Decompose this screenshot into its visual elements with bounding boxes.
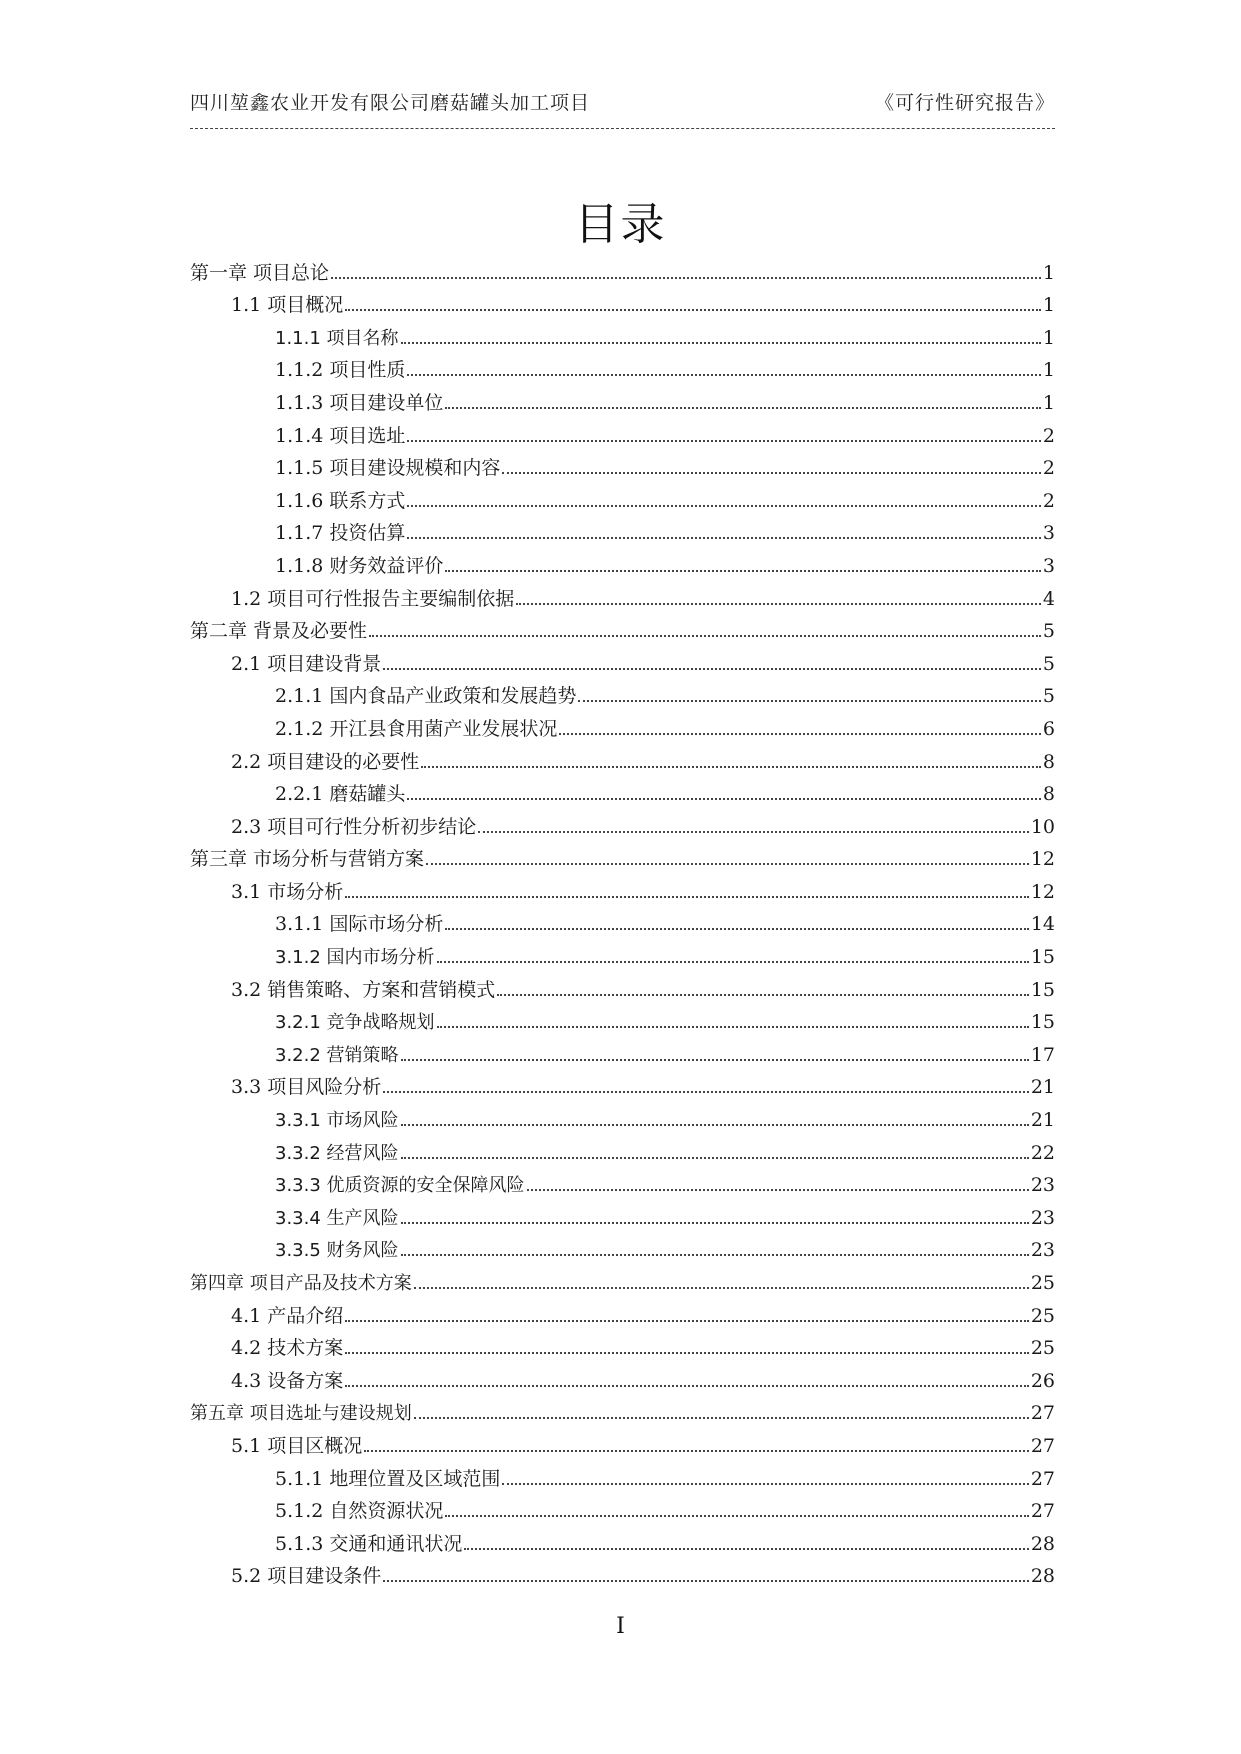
page-number: I <box>616 1614 625 1639</box>
toc-entry[interactable] <box>190 1260 1055 1293</box>
toc-entry-label: 2.1.1 国内食品产业政策和发展趋势 <box>275 685 577 708</box>
toc-leader-dots <box>478 831 1029 833</box>
toc-entry-label: 第五章 项目选址与建设规划 <box>190 1403 412 1425</box>
toc-entry[interactable] <box>190 348 1055 381</box>
toc-leader-dots <box>345 309 1041 311</box>
toc-entry-page: 23 <box>1030 1174 1055 1197</box>
toc-entry-page: 1 <box>1042 326 1055 349</box>
toc-entry-label: 3.2 销售策略、方案和营销模式 <box>231 978 496 1001</box>
toc-entry-label: 2.3 项目可行性分析初步结论 <box>231 815 477 838</box>
toc-entry-label: 1.1.4 项目选址 <box>275 424 406 447</box>
toc-leader-dots <box>497 994 1029 996</box>
toc-entry-label: 3.1.1 国际市场分析 <box>275 913 444 936</box>
toc-entry-label: 3.3.3 优质资源的安全保障风险 <box>275 1175 525 1197</box>
toc-entry[interactable] <box>190 380 1055 413</box>
header-divider <box>190 128 1055 129</box>
toc-leader-dots <box>364 1450 1029 1452</box>
toc-entry-page: 25 <box>1030 1337 1055 1360</box>
toc-entry-page: 1 <box>1042 391 1055 414</box>
toc-entry[interactable] <box>190 1326 1055 1359</box>
toc-leader-dots <box>331 277 1041 279</box>
toc-entry-label: 2.1 项目建设背景 <box>231 652 382 675</box>
toc-entry-label: 4.2 技术方案 <box>231 1337 344 1360</box>
toc-leader-dots <box>426 863 1029 865</box>
toc-entry[interactable] <box>190 739 1055 772</box>
toc-entry-label: 第四章 项目产品及技术方案 <box>190 1273 412 1294</box>
toc-entry-label: 1.1.8 财务效益评价 <box>275 554 444 577</box>
toc-entry[interactable] <box>190 1489 1055 1522</box>
toc-entry-label: 4.1 产品介绍 <box>231 1304 344 1327</box>
page-title: 目录 <box>574 199 667 250</box>
toc-entry[interactable] <box>190 804 1055 837</box>
toc-entry-page: 6 <box>1042 717 1055 740</box>
toc-entry-label: 5.1.3 交通和通讯状况 <box>275 1532 463 1555</box>
toc-entry[interactable] <box>190 283 1055 316</box>
toc-entry[interactable] <box>190 674 1055 707</box>
toc-leader-dots <box>502 472 1041 474</box>
toc-entry-page: 15 <box>1030 946 1055 969</box>
toc-leader-dots <box>559 733 1041 735</box>
toc-entry-page: 8 <box>1042 783 1055 806</box>
toc-entry[interactable] <box>190 1391 1055 1424</box>
toc-entry-label: 第三章 市场分析与营销方案 <box>190 848 425 871</box>
toc-entry-page: 15 <box>1030 978 1055 1001</box>
toc-entry[interactable] <box>190 934 1055 967</box>
toc-entry-page: 22 <box>1030 1141 1055 1164</box>
toc-entry-label: 1.1 项目概况 <box>231 294 344 317</box>
toc-entry[interactable] <box>190 1163 1055 1196</box>
toc-leader-dots <box>345 896 1029 898</box>
toc-entry[interactable] <box>190 413 1055 446</box>
toc-entry-label: 2.2 项目建设的必要性 <box>231 750 420 773</box>
toc-entry-page: 8 <box>1042 750 1055 773</box>
toc-entry-label: 3.3.1 市场风险 <box>275 1110 399 1132</box>
toc-leader-dots <box>407 798 1041 800</box>
toc-entry-label: 5.1 项目区概况 <box>231 1434 363 1457</box>
toc-entry-page: 21 <box>1030 1076 1055 1099</box>
toc-entry-label: 5.1.1 地理位置及区域范围 <box>275 1467 501 1490</box>
toc-leader-dots <box>401 1222 1029 1224</box>
toc-entry-label: 2.2.1 磨菇罐头 <box>275 783 406 806</box>
toc-entry[interactable] <box>190 1456 1055 1489</box>
toc-leader-dots <box>527 1189 1029 1191</box>
toc-leader-dots <box>401 342 1041 344</box>
toc-leader-dots <box>445 570 1041 572</box>
toc-leader-dots <box>407 505 1041 507</box>
toc-entry-page: 5 <box>1042 685 1055 708</box>
toc-entry[interactable] <box>190 1195 1055 1228</box>
toc-entry-page: 23 <box>1030 1206 1055 1229</box>
toc-leader-dots <box>445 1515 1028 1517</box>
toc-entry-page: 28 <box>1030 1565 1055 1588</box>
toc-entry-page: 5 <box>1042 652 1055 675</box>
toc-entry-label: 3.2.2 营销策略 <box>275 1044 399 1066</box>
toc-entry-page: 1 <box>1042 359 1055 382</box>
toc-leader-dots <box>383 1580 1029 1582</box>
toc-entry-page: 27 <box>1030 1500 1055 1523</box>
toc-entry-page: 27 <box>1030 1434 1055 1457</box>
toc-leader-dots <box>578 700 1041 702</box>
toc-leader-dots <box>502 1483 1028 1485</box>
toc-entry[interactable] <box>190 446 1055 479</box>
toc-entry-label: 5.1.2 自然资源状况 <box>275 1500 444 1523</box>
toc-leader-dots <box>445 407 1041 409</box>
toc-entry-label: 1.1.5 项目建设规模和内容 <box>275 457 501 480</box>
toc-entry[interactable] <box>190 1000 1055 1033</box>
toc-entry-label: 3.3.2 经营风险 <box>275 1142 399 1164</box>
toc-entry-page: 23 <box>1030 1239 1055 1262</box>
toc-entry-page: 14 <box>1030 913 1055 936</box>
toc-entry-page: 5 <box>1042 620 1055 643</box>
toc-entry-page: 2 <box>1042 424 1055 447</box>
toc-entry-page: 21 <box>1030 1109 1055 1132</box>
toc-leader-dots <box>516 603 1041 605</box>
toc-entry[interactable] <box>190 1032 1055 1065</box>
toc-entry-label: 1.2 项目可行性报告主要编制依据 <box>231 587 515 610</box>
toc-leader-dots <box>401 1124 1029 1126</box>
toc-leader-dots <box>401 1157 1029 1159</box>
toc-leader-dots <box>445 928 1028 930</box>
toc-leader-dots <box>369 635 1041 637</box>
toc-entry-page: 3 <box>1042 522 1055 545</box>
toc-entry[interactable] <box>190 1423 1055 1456</box>
toc-entry[interactable] <box>190 641 1055 674</box>
toc-entry[interactable] <box>190 1065 1055 1098</box>
toc-entry[interactable] <box>190 478 1055 511</box>
toc-entry[interactable] <box>190 837 1055 870</box>
toc-entry-label: 1.1.2 项目性质 <box>275 359 406 382</box>
toc-leader-dots <box>345 1352 1029 1354</box>
toc-entry[interactable] <box>190 869 1055 902</box>
toc-entry[interactable] <box>190 1521 1055 1554</box>
toc-entry[interactable] <box>190 1097 1055 1130</box>
toc-entry-page: 26 <box>1030 1369 1055 1392</box>
toc-entry-page: 28 <box>1030 1532 1055 1555</box>
toc-entry-page: 27 <box>1030 1467 1055 1490</box>
toc-entry[interactable] <box>190 1293 1055 1326</box>
toc-entry[interactable] <box>190 315 1055 348</box>
toc-entry[interactable] <box>190 902 1055 935</box>
toc-entry-page: 4 <box>1042 587 1055 610</box>
toc-entry[interactable] <box>190 511 1055 544</box>
toc-leader-dots <box>437 1026 1029 1028</box>
toc-entry-label: 3.3.4 生产风险 <box>275 1207 399 1229</box>
toc-entry-label: 5.2 项目建设条件 <box>231 1565 382 1588</box>
toc-leader-dots <box>407 537 1041 539</box>
page-header <box>190 88 1055 118</box>
toc-entry-page: 15 <box>1030 1011 1055 1034</box>
header-project-title: 四川堃鑫农业开发有限公司磨菇罐头加工项目 <box>190 92 591 114</box>
toc-entry-label: 2.1.2 开江县食用菌产业发展状况 <box>275 717 558 740</box>
toc-entry[interactable] <box>190 967 1055 1000</box>
toc-entry[interactable] <box>190 772 1055 805</box>
toc-entry[interactable] <box>190 250 1055 283</box>
toc-entry-label: 第二章 背景及必要性 <box>190 620 368 643</box>
toc-entry-page: 3 <box>1042 554 1055 577</box>
toc-leader-dots <box>414 1417 1029 1419</box>
toc-entry-page: 1 <box>1042 261 1055 284</box>
toc-leader-dots <box>437 961 1029 963</box>
toc-entry-page: 12 <box>1030 848 1055 871</box>
toc-entry[interactable] <box>190 576 1055 609</box>
toc-leader-dots <box>407 440 1041 442</box>
toc-entry-label: 3.3.5 财务风险 <box>275 1240 399 1262</box>
toc-entry-label: 第一章 项目总论 <box>190 261 330 284</box>
toc-leader-dots <box>421 766 1041 768</box>
toc-entry-label: 1.1.6 联系方式 <box>275 489 406 512</box>
table-of-contents <box>190 250 1055 1586</box>
toc-leader-dots <box>414 1287 1029 1289</box>
toc-leader-dots <box>345 1385 1029 1387</box>
toc-entry-page: 10 <box>1030 815 1055 838</box>
toc-entry-page: 17 <box>1030 1043 1055 1066</box>
toc-leader-dots <box>345 1320 1029 1322</box>
toc-entry-label: 4.3 设备方案 <box>231 1369 344 1392</box>
toc-entry-page: 25 <box>1030 1272 1055 1294</box>
toc-entry[interactable] <box>190 609 1055 642</box>
toc-entry-label: 3.3 项目风险分析 <box>231 1076 382 1099</box>
toc-entry[interactable] <box>190 1130 1055 1163</box>
toc-leader-dots <box>401 1254 1029 1256</box>
toc-entry-page: 25 <box>1030 1304 1055 1327</box>
toc-entry[interactable] <box>190 706 1055 739</box>
toc-entry-label: 1.1.3 项目建设单位 <box>275 391 444 414</box>
toc-entry-label: 1.1.1 项目名称 <box>275 327 399 349</box>
toc-entry-page: 2 <box>1042 489 1055 512</box>
toc-leader-dots <box>383 1091 1029 1093</box>
toc-entry-page: 12 <box>1030 880 1055 903</box>
toc-entry[interactable] <box>190 1358 1055 1391</box>
header-document-type: 《可行性研究报告》 <box>874 92 1055 114</box>
toc-entry-page: 2 <box>1042 457 1055 480</box>
toc-entry-label: 3.1.2 国内市场分析 <box>275 947 435 969</box>
toc-entry[interactable] <box>190 1228 1055 1261</box>
toc-entry-label: 3.2.1 竞争战略规划 <box>275 1012 435 1034</box>
toc-leader-dots <box>464 1548 1028 1550</box>
toc-entry-page: 1 <box>1042 294 1055 317</box>
toc-entry[interactable] <box>190 543 1055 576</box>
toc-entry-page: 27 <box>1030 1402 1055 1425</box>
toc-leader-dots <box>407 374 1041 376</box>
toc-leader-dots <box>401 1059 1029 1061</box>
toc-entry[interactable] <box>190 1554 1055 1587</box>
toc-leader-dots <box>383 668 1041 670</box>
toc-entry-label: 3.1 市场分析 <box>231 880 344 903</box>
toc-entry-label: 1.1.7 投资估算 <box>275 522 406 545</box>
